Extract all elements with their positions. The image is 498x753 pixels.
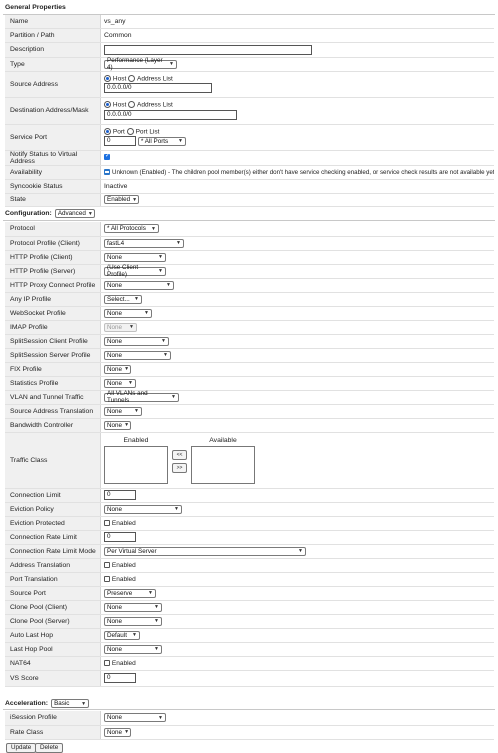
split-client-label: SplitSession Client Profile — [5, 334, 101, 348]
source-port-select[interactable]: Preserve ▼ — [104, 589, 156, 598]
row-eviction-policy — [5, 502, 494, 516]
delete-button[interactable]: Delete — [35, 743, 63, 753]
configuration-title: Configuration: Advanced ▼ — [5, 209, 95, 218]
clone-server-label: Clone Pool (Server) — [5, 614, 101, 628]
general-properties-table — [5, 15, 494, 207]
chevron-down-icon: ▼ — [158, 254, 163, 260]
port-list-label: Port List — [135, 128, 160, 136]
row-fix — [5, 362, 494, 376]
divider — [3, 709, 495, 710]
http-server-select[interactable]: (Use Client Profile) ▼ — [104, 267, 166, 276]
type-select[interactable]: Performance (Layer 4) ▼ — [104, 60, 177, 69]
dest-host-radio[interactable] — [104, 101, 111, 108]
configuration-mode-select[interactable]: Advanced ▼ — [55, 209, 95, 218]
chevron-down-icon: ▼ — [298, 548, 303, 554]
syncookie-value: Inactive — [101, 179, 495, 193]
row-clone-server — [5, 614, 494, 628]
chevron-down-icon: ▼ — [154, 604, 159, 610]
row-type — [5, 57, 494, 71]
syncookie-label: Syncookie Status — [5, 179, 101, 193]
row-split-client — [5, 334, 494, 348]
source-host-label: Host — [112, 75, 127, 83]
rate-limit-label: Connection Rate Limit — [5, 530, 101, 544]
eviction-protected-text: Enabled — [111, 519, 136, 527]
chevron-down-icon: ▼ — [132, 632, 137, 638]
row-last-hop-pool — [5, 642, 494, 656]
row-port-translation — [5, 572, 494, 586]
chevron-down-icon: ▼ — [177, 138, 183, 145]
row-syncookie — [5, 179, 494, 193]
chevron-down-icon: ▼ — [124, 422, 130, 428]
chevron-down-icon: ▼ — [151, 225, 156, 232]
isession-select[interactable]: None ▼ — [104, 713, 166, 722]
split-client-select[interactable]: None ▼ — [104, 337, 169, 346]
partition-value: Common — [101, 28, 495, 42]
snat-label: Source Address Translation — [5, 404, 101, 418]
rate-class-select[interactable]: None ▼ — [104, 728, 131, 737]
row-protocol — [5, 222, 494, 236]
eviction-policy-label: Eviction Policy — [5, 502, 101, 516]
traffic-add-button[interactable]: << — [172, 450, 187, 460]
chevron-down-icon: ▼ — [129, 324, 134, 330]
source-address-input[interactable]: 0.0.0.0/0 — [104, 83, 212, 93]
row-bandwidth — [5, 418, 494, 432]
address-translation-label: Address Translation — [5, 558, 101, 572]
row-rate-limit — [5, 530, 494, 544]
port-translation-text: Enabled — [111, 575, 136, 583]
row-auto-last-hop — [5, 628, 494, 642]
source-address-label: Source Address — [5, 71, 101, 97]
row-isession — [5, 711, 494, 725]
row-destination — [5, 97, 494, 124]
clone-client-label: Clone Pool (Client) — [5, 600, 101, 614]
source-address-list-label: Address List — [137, 75, 173, 83]
any-ip-select[interactable]: Select... ▼ — [104, 295, 142, 304]
http-proxy-label: HTTP Proxy Connect Profile — [5, 278, 101, 292]
row-http-proxy — [5, 278, 494, 292]
acceleration-table — [5, 711, 494, 740]
destination-input[interactable]: 0.0.0.0/0 — [104, 110, 237, 120]
protocol-client-label: Protocol Profile (Client) — [5, 236, 101, 250]
traffic-available-heading: Available — [209, 436, 237, 444]
nat64-text: Enabled — [111, 659, 136, 667]
row-statistics — [5, 376, 494, 390]
snat-select[interactable]: None ▼ — [104, 407, 142, 416]
http-client-select[interactable]: None ▼ — [104, 253, 166, 262]
isession-label: iSession Profile — [5, 711, 101, 725]
row-nat64 — [5, 656, 494, 670]
chevron-down-icon: ▼ — [154, 646, 159, 652]
chevron-down-icon: ▼ — [128, 380, 133, 386]
vlan-select[interactable]: All VLANs and Tunnels ▼ — [104, 393, 179, 402]
address-translation-text: Enabled — [111, 561, 136, 569]
chevron-down-icon: ▼ — [134, 408, 139, 414]
row-http-server — [5, 264, 494, 278]
auto-last-hop-label: Auto Last Hop — [5, 628, 101, 642]
vlan-label: VLAN and Tunnel Traffic — [5, 390, 101, 404]
statistics-label: Statistics Profile — [5, 376, 101, 390]
availability-label: Availability — [5, 165, 101, 179]
chevron-down-icon: ▼ — [161, 338, 166, 344]
notify-checkbox[interactable] — [104, 154, 110, 160]
rate-limit-mode-label: Connection Rate Limit Mode — [5, 544, 101, 558]
dest-address-list-radio[interactable] — [128, 101, 135, 108]
row-state — [5, 193, 494, 206]
chevron-down-icon: ▼ — [132, 196, 138, 203]
http-server-label: HTTP Profile (Server) — [5, 264, 101, 278]
description-input[interactable] — [104, 45, 312, 55]
eviction-protected-checkbox[interactable] — [104, 520, 110, 526]
traffic-enabled-list[interactable] — [104, 446, 168, 484]
chevron-down-icon: ▼ — [169, 61, 174, 67]
chevron-down-icon: ▼ — [163, 352, 168, 358]
dest-host-label: Host — [112, 101, 127, 109]
row-clone-client — [5, 600, 494, 614]
source-port-label: Source Port — [5, 586, 101, 600]
row-protocol-client — [5, 236, 494, 250]
protocol-label: Protocol — [5, 222, 101, 236]
nat64-checkbox[interactable] — [104, 660, 110, 666]
rate-limit-input[interactable]: 0 — [104, 532, 136, 542]
protocol-client-select[interactable]: fastL4 ▼ — [104, 239, 184, 248]
chevron-down-icon: ▼ — [144, 310, 149, 316]
row-notify — [5, 150, 494, 165]
clone-client-select[interactable]: None ▼ — [104, 603, 162, 612]
bandwidth-select[interactable]: None ▼ — [104, 421, 131, 430]
row-websocket — [5, 306, 494, 320]
imap-select: None ▼ — [104, 323, 137, 332]
row-partition — [5, 28, 494, 42]
fix-select[interactable]: None ▼ — [104, 365, 131, 374]
fix-label: FIX Profile — [5, 362, 101, 376]
vs-score-label: VS Score — [5, 670, 101, 686]
chevron-down-icon: ▼ — [87, 210, 93, 217]
websocket-label: WebSocket Profile — [5, 306, 101, 320]
rate-limit-mode-select[interactable]: Per Virtual Server ▼ — [104, 547, 306, 556]
name-label: Name — [5, 15, 101, 28]
port-list-radio[interactable] — [127, 128, 134, 135]
row-service-port — [5, 124, 494, 150]
chevron-down-icon: ▼ — [81, 700, 87, 707]
configuration-table — [5, 222, 494, 687]
partition-label: Partition / Path — [5, 28, 101, 42]
row-imap — [5, 320, 494, 334]
clone-server-select[interactable]: None ▼ — [104, 617, 162, 626]
row-split-server — [5, 348, 494, 362]
destination-label: Destination Address/Mask — [5, 97, 101, 124]
protocol-select[interactable]: * All Protocols ▼ — [104, 224, 159, 233]
state-label: State — [5, 193, 101, 206]
general-properties-title: General Properties — [5, 4, 66, 11]
row-any-ip — [5, 292, 494, 306]
port-translation-checkbox[interactable] — [104, 576, 110, 582]
row-source-address — [5, 71, 494, 97]
row-connection-limit — [5, 488, 494, 502]
chevron-down-icon: ▼ — [124, 366, 130, 372]
row-vs-score — [5, 670, 494, 686]
update-button[interactable]: Update — [6, 743, 36, 753]
rate-class-label: Rate Class — [5, 725, 101, 739]
row-name — [5, 15, 494, 28]
row-snat — [5, 404, 494, 418]
description-label: Description — [5, 42, 101, 57]
vs-score-input[interactable]: 0 — [104, 673, 136, 683]
traffic-available-list[interactable] — [191, 446, 255, 484]
traffic-enabled-heading: Enabled — [123, 436, 149, 444]
chevron-down-icon: ▼ — [176, 240, 181, 246]
state-select[interactable]: Enabled ▼ — [104, 195, 139, 204]
websocket-select[interactable]: None ▼ — [104, 309, 152, 318]
status-icon — [104, 169, 110, 175]
row-http-client — [5, 250, 494, 264]
availability-value: Unknown (Enabled) - The children pool member(s) either don't have service checking enabled, or service check results are not available yet — [112, 168, 494, 176]
eviction-policy-select[interactable]: None ▼ — [104, 505, 182, 514]
service-port-input[interactable]: 0 — [104, 136, 136, 146]
type-label: Type — [5, 57, 101, 71]
auto-last-hop-select[interactable]: Default ▼ — [104, 631, 140, 640]
row-vlan — [5, 390, 494, 404]
nat64-label: NAT64 — [5, 656, 101, 670]
chevron-down-icon: ▼ — [158, 714, 163, 721]
notify-label: Notify Status to Virtual Address — [5, 150, 101, 165]
row-rate-limit-mode — [5, 544, 494, 558]
chevron-down-icon: ▼ — [158, 268, 163, 274]
statistics-select[interactable]: None ▼ — [104, 379, 136, 388]
row-traffic-class — [5, 432, 494, 488]
acceleration-title: Acceleration: Basic ▼ — [5, 699, 89, 708]
http-client-label: HTTP Profile (Client) — [5, 250, 101, 264]
row-eviction-protected — [5, 516, 494, 530]
any-ip-label: Any IP Profile — [5, 292, 101, 306]
last-hop-pool-select[interactable]: None ▼ — [104, 645, 162, 654]
last-hop-pool-label: Last Hop Pool — [5, 642, 101, 656]
bandwidth-label: Bandwidth Controller — [5, 418, 101, 432]
chevron-down-icon: ▼ — [166, 282, 171, 288]
port-radio[interactable] — [104, 128, 111, 135]
acceleration-mode-select[interactable]: Basic ▼ — [51, 699, 89, 708]
row-source-port — [5, 586, 494, 600]
connection-limit-label: Connection Limit — [5, 488, 101, 502]
eviction-protected-label: Eviction Protected — [5, 516, 101, 530]
row-description — [5, 42, 494, 57]
divider — [3, 220, 495, 221]
chevron-down-icon: ▼ — [124, 729, 130, 735]
chevron-down-icon: ▼ — [148, 590, 153, 596]
service-port-select[interactable]: * All Ports ▼ — [138, 137, 186, 146]
traffic-remove-button[interactable]: >> — [172, 463, 187, 473]
chevron-down-icon: ▼ — [134, 296, 139, 302]
chevron-down-icon: ▼ — [174, 506, 179, 512]
port-radio-label: Port — [112, 128, 125, 136]
row-availability — [5, 165, 494, 179]
source-host-radio[interactable] — [104, 75, 111, 82]
chevron-down-icon: ▼ — [171, 394, 176, 400]
imap-label: IMAP Profile — [5, 320, 101, 334]
http-proxy-select[interactable]: None ▼ — [104, 281, 174, 290]
name-value: vs_any — [101, 15, 495, 28]
dest-address-list-label: Address List — [137, 101, 173, 109]
port-translation-label: Port Translation — [5, 572, 101, 586]
address-translation-checkbox[interactable] — [104, 562, 110, 568]
split-server-select[interactable]: None ▼ — [104, 351, 171, 360]
chevron-down-icon: ▼ — [154, 618, 159, 624]
split-server-label: SplitSession Server Profile — [5, 348, 101, 362]
service-port-label: Service Port — [5, 124, 101, 150]
traffic-class-label: Traffic Class — [5, 432, 101, 488]
source-address-list-radio[interactable] — [128, 75, 135, 82]
row-address-translation — [5, 558, 494, 572]
connection-limit-input[interactable]: 0 — [104, 490, 136, 500]
row-rate-class — [5, 725, 494, 739]
